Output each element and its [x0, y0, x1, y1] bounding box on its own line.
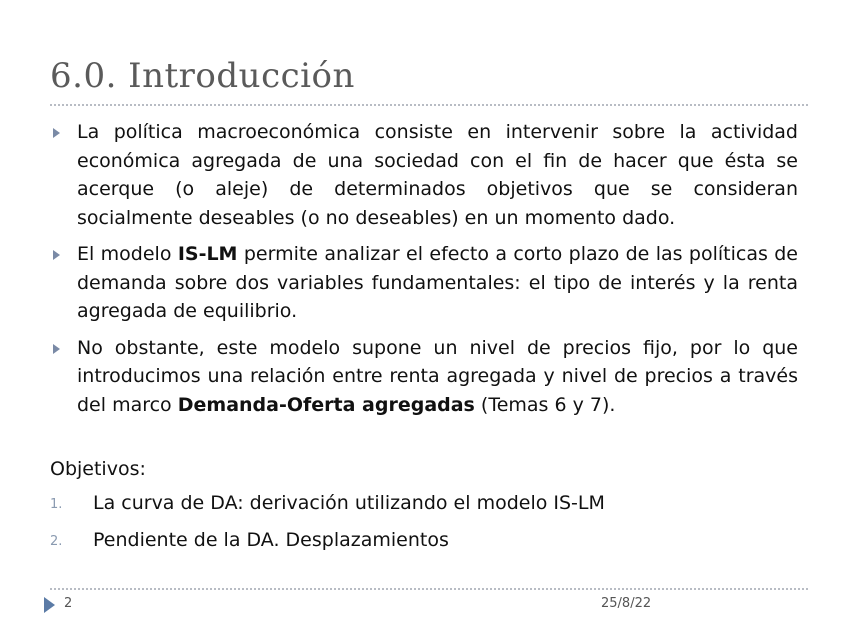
triangle-right-icon [44, 597, 55, 613]
footer-divider [50, 588, 808, 590]
objectives-list [50, 492, 750, 566]
objective-item [50, 492, 750, 520]
bullet-marker-icon [53, 128, 60, 138]
slide-title: 6.0. Introducción [50, 56, 355, 96]
objectives-heading: Objetivos: [50, 458, 146, 480]
bullet-text: permite analizar el efecto a corto plazo de las políticas de demanda sobre dos variables fundamentales: el tipo de interés y la renta agregada de equilibrio. [77, 243, 798, 322]
objective-number: 2. [50, 534, 63, 549]
page-number: 2 [64, 596, 73, 611]
objective-number: 1. [50, 497, 63, 512]
bullet-list [50, 118, 798, 427]
bullet-bold-text: IS-LM [177, 243, 238, 265]
bullet-text: La política macroeconómica consiste en intervenir sobre la actividad económica agregada de una sociedad con el fin de hacer que ésta se acerque (o aleje) de determinados objetivos que se consideran socialmente deseables (o no deseables) en un momento dado. [77, 121, 798, 229]
bullet-text: El modelo [77, 243, 178, 265]
bullet-marker-icon [53, 250, 60, 260]
title-divider [50, 104, 808, 106]
bullet-marker-icon [53, 344, 60, 354]
bullet-item [50, 334, 798, 420]
objective-text: Pendiente de la DA. Desplazamientos [93, 529, 449, 551]
slide-date: 25/8/22 [601, 596, 652, 611]
objective-item [50, 529, 750, 557]
objective-text: La curva de DA: derivación utilizando el modelo IS-LM [93, 492, 605, 514]
bullet-text: (Temas 6 y 7). [474, 393, 616, 416]
bullet-item [50, 240, 798, 326]
bullet-bold-text: Demanda-Oferta agregadas [177, 393, 475, 416]
bullet-item [50, 118, 798, 232]
bullet-text: No obstante, este modelo supone un nivel de precios fijo, por lo que introducimos una relación entre renta agregada y nivel de precios a través del marco [77, 336, 798, 416]
